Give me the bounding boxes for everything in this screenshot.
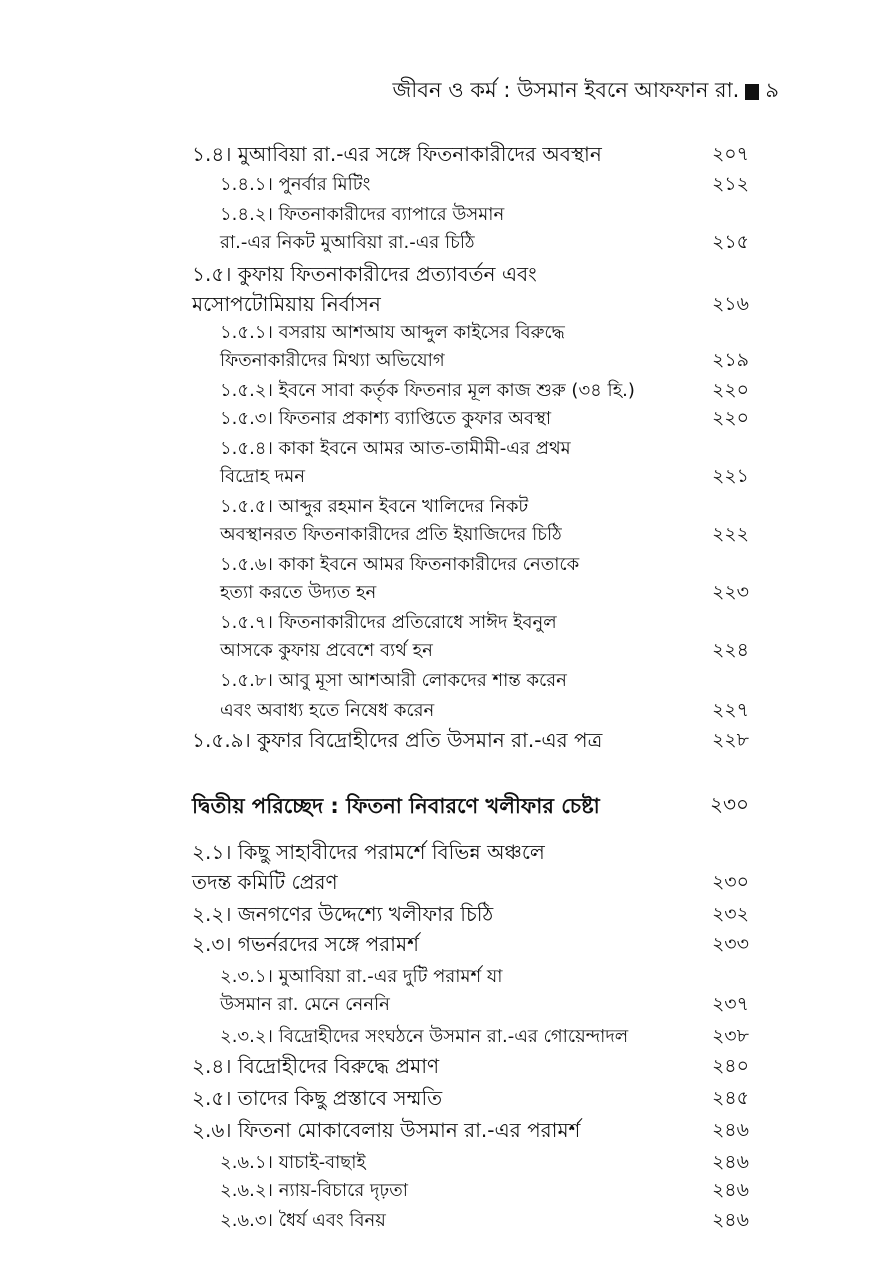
toc-entry [0,140,869,170]
toc-entry [0,930,869,960]
toc-entry [0,990,869,1020]
toc-entry [0,492,869,522]
toc-entry [0,1176,869,1206]
toc-entry-title: ফিতনাকারীদের মিথ্যা অভিযোগ [220,350,445,371]
toc-entry-title: ২.৬। ফিতনা মোকাবেলায় উসমান রা.-এর পরামর্শ [192,1118,581,1142]
page-number: ৯ [765,78,779,102]
running-title: জীবন ও কর্ম : উসমান ইবনে আফফান রা. [392,78,740,102]
toc-entry-page: ২৪৫ [711,1087,749,1109]
toc-entry-page: ২২২ [711,523,749,545]
toc-entry [0,1148,869,1178]
toc-entry-title: ১.৫। কুফায় ফিতনাকারীদের প্রত্যাবর্তন এবং [192,262,537,286]
toc-entry-page: ২৪৬ [711,1209,749,1231]
toc-entry [0,1084,869,1114]
toc-entry-title: ১.৪.২। ফিতনাকারীদের ব্যাপারে উসমান [220,204,505,225]
toc-entry-title: রা.-এর নিকট মুআবিয়া রা.-এর চিঠি [220,232,475,253]
toc-entry-title: ২.৩.১। মুআবিয়া রা.-এর দুটি পরামর্শ যা [220,966,503,987]
toc-entry-title: ১.৫.২। ইবনে সাবা কর্তৃক ফিতনার মূল কাজ শুরু (৩৪ হি.) [220,380,635,401]
toc-entry [0,290,869,320]
toc-entry-title: দ্বিতীয় পরিচ্ছেদ : ফিতনা নিবারণে খলীফার চেষ্টা [192,794,600,818]
toc-entry-title: ২.২। জনগণের উদ্দেশ্যে খলীফার চিঠি [192,902,494,926]
toc-entry-page: ২২৪ [711,639,749,661]
toc-entry-title: বিদ্রোহ দমন [220,466,305,487]
toc-entry-page: ২৩৮ [711,1025,749,1047]
toc-entry-title: ২.৬.২। ন্যায়-বিচারে দৃঢ়তা [220,1180,408,1201]
toc-entry [0,1206,869,1236]
toc-entry [0,962,869,992]
toc-entry-title: ২.৬.১। যাচাই-বাছাই [220,1152,366,1173]
toc-entry [0,260,869,290]
toc-entry-title: ১.৪। মুআবিয়া রা.-এর সঙ্গে ফিতনাকারীদের অবস্থান [192,142,602,166]
toc-entry-page: ২১৫ [711,231,749,253]
toc-entry [0,1022,869,1052]
toc-entry-title: তদন্ত কমিটি প্রেরণ [192,870,338,894]
toc-entry-title: উসমান রা. মেনে নেননি [220,994,390,1015]
toc-entry-title: এবং অবাধ্য হতে নিষেধ করেন [220,700,435,721]
toc-entry-page: ২২৩ [711,581,749,603]
toc-entry [0,200,869,230]
toc-entry [0,636,869,666]
toc-entry-page: ২৩০ [709,792,749,816]
toc-entry [0,520,869,550]
toc-entry-title: ১.৫.৯। কুফার বিদ্রোহীদের প্রতি উসমান রা.-এর পত্র [192,728,603,752]
toc-entry [0,838,869,868]
toc-entry-page: ২৩২ [711,903,749,925]
toc-entry-title: ২.৩.২। বিদ্রোহীদের সংঘঠনে উসমান রা.-এর গোয়েন্দাদল [220,1026,629,1047]
toc-entry [0,608,869,638]
toc-entry-page: ২১২ [711,173,749,195]
toc-entry [0,404,869,434]
toc-entry-title: ১.৫.৫। আব্দুর রহমান ইবনে খালিদের নিকট [220,496,529,517]
toc-entry-title: ১.৪.১। পুনর্বার মিটিং [220,174,371,195]
toc-entry [0,696,869,726]
toc-entry [0,666,869,696]
toc-entry [0,170,869,200]
toc-entry [0,726,869,756]
toc-entry [0,462,869,492]
toc-entry-title: মসোপটোমিয়ায় নির্বাসন [192,292,381,316]
chapter-heading [0,790,869,820]
toc-entry-title: ২.৪। বিদ্রোহীদের বিরুদ্ধে প্রমাণ [192,1054,440,1078]
toc-entry-page: ২৩০ [711,871,749,893]
toc-entry-title: ১.৫.৮। আবু মূসা আশআরী লোকদের শান্ত করেন [220,670,567,691]
toc-entry [0,376,869,406]
toc-entry [0,318,869,348]
toc-entry-page: ২১৯ [711,349,749,371]
toc-entry [0,434,869,464]
toc-entry-page: ২৩৩ [711,933,749,955]
toc-entry-page: ২২০ [711,379,749,401]
toc-entry-title: ২.৫। তাদের কিছু প্রস্তাবে সম্মতি [192,1086,443,1110]
toc-entry [0,578,869,608]
toc-entry-page: ২৪০ [711,1055,749,1077]
toc-entry-page: ২৪৬ [711,1151,749,1173]
toc-entry [0,550,869,580]
toc-entry-page: ২২৮ [711,729,749,751]
toc-entry [0,868,869,898]
toc-entry-page: ২৪৬ [711,1179,749,1201]
toc-entry-page: ২২৭ [711,699,749,721]
toc-entry-title: ২.৬.৩। ধৈর্য এবং বিনয় [220,1210,386,1231]
toc-entry-title: ১.৫.৬। কাকা ইবনে আমর ফিতনাকারীদের নেতাকে [220,554,580,575]
toc-entry [0,228,869,258]
toc-entry-page: ২৪৬ [711,1119,749,1141]
toc-entry-title: ২.৩। গভর্নরদের সঙ্গে পরামর্শ [192,932,419,956]
toc-entry-title: হত্যা করতে উদ্যত হন [220,582,377,603]
toc-entry [0,1052,869,1082]
toc-entry-page: ২৩৭ [711,993,749,1015]
toc-entry [0,900,869,930]
toc-entry-page: ২১৬ [711,293,749,315]
toc-entry-title: ১.৫.৭। ফিতনাকারীদের প্রতিরোধে সাঈদ ইবনুল [220,612,557,633]
toc-entry-page: ২০৭ [711,143,749,165]
toc-entry [0,1116,869,1146]
toc-entry-title: আসকে কুফায় প্রবেশে ব্যর্থ হন [220,640,433,661]
toc-entry-title: ১.৫.৪। কাকা ইবনে আমর আত-তামীমী-এর প্রথম [220,438,571,459]
toc-entry-title: অবস্থানরত ফিতনাকারীদের প্রতি ইয়াজিদের চিঠি [220,524,562,545]
toc-entry-title: ১.৫.৩। ফিতনার প্রকাশ্য ব্যাপ্তিতে কুফার অবস্থা [220,408,552,429]
toc-entry-title: ১.৫.১। বসরায় আশআয আব্দুল কাইসের বিরুদ্ধে [220,322,565,343]
toc-entry-title: ২.১। কিছু সাহাবীদের পরামর্শে বিভিন্ন অঞ্চলে [192,840,545,864]
toc-entry-page: ২২১ [711,465,749,487]
toc-entry-page: ২২০ [711,407,749,429]
toc-entry [0,346,869,376]
